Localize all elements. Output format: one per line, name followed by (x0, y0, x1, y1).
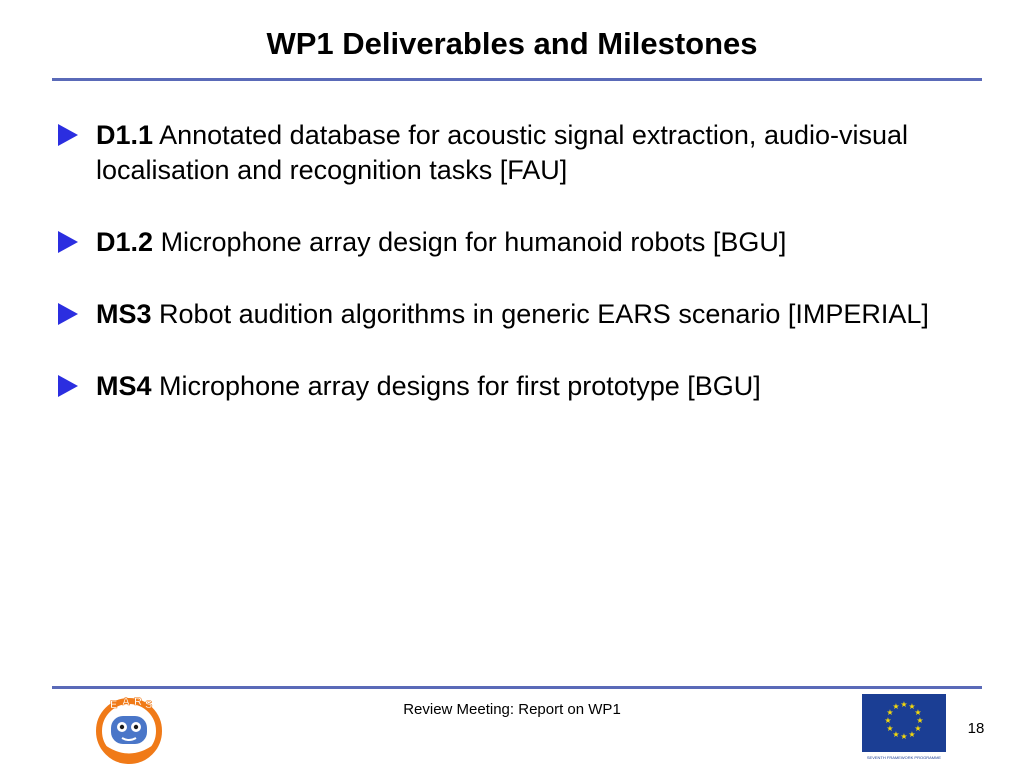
bullet-item (56, 118, 936, 188)
title-divider (52, 78, 982, 81)
bullet-code: MS3 (96, 299, 152, 329)
arrow-bullet-icon (58, 124, 78, 146)
bullet-text: Annotated database for acoustic signal extraction, audio-visual localisation and recognition tasks [FAU] (96, 120, 909, 185)
ears-letter-a: A (122, 696, 130, 708)
svg-text:★: ★ (908, 730, 916, 739)
bullet-item (56, 297, 936, 332)
ears-letter-e: E (110, 699, 118, 711)
bullet-text: Microphone array designs for first prototype [BGU] (159, 371, 761, 401)
footer-title: Review Meeting: Report on WP1 (403, 701, 621, 718)
bullet-code: MS4 (96, 371, 152, 401)
svg-text:★: ★ (884, 716, 892, 725)
eu-caption: SEVENTH FRAMEWORK PROGRAMME (866, 755, 942, 760)
bullet-item (56, 369, 936, 404)
svg-text:★: ★ (914, 708, 922, 717)
svg-text:★: ★ (908, 702, 916, 711)
svg-text:★: ★ (900, 700, 908, 709)
slide-title: WP1 Deliverables and Milestones (266, 26, 758, 61)
ears-letter-r: R (134, 696, 142, 708)
svg-text:★: ★ (892, 702, 900, 711)
page-number: 18 (967, 720, 985, 737)
bullet-code: D1.2 (96, 227, 154, 257)
ears-letter-s: S (145, 699, 153, 711)
bullet-code: D1.1 (96, 120, 154, 150)
svg-text:★: ★ (886, 724, 894, 733)
arrow-bullet-icon (58, 231, 78, 253)
svg-text:★: ★ (892, 730, 900, 739)
arrow-bullet-icon (58, 303, 78, 325)
bullet-item (56, 225, 936, 260)
arrow-bullet-icon (58, 375, 78, 397)
eu-flag-logo (862, 694, 946, 764)
svg-text:★: ★ (900, 732, 908, 741)
svg-text:★: ★ (886, 708, 894, 717)
svg-text:★: ★ (916, 716, 924, 725)
bullet-text: Microphone array design for humanoid robots [BGU] (160, 227, 787, 257)
footer-divider (52, 686, 982, 689)
bullet-list (56, 118, 936, 404)
svg-text:★: ★ (914, 724, 922, 733)
bullet-text: Robot audition algorithms in generic EARS scenario [IMPERIAL] (159, 299, 929, 329)
